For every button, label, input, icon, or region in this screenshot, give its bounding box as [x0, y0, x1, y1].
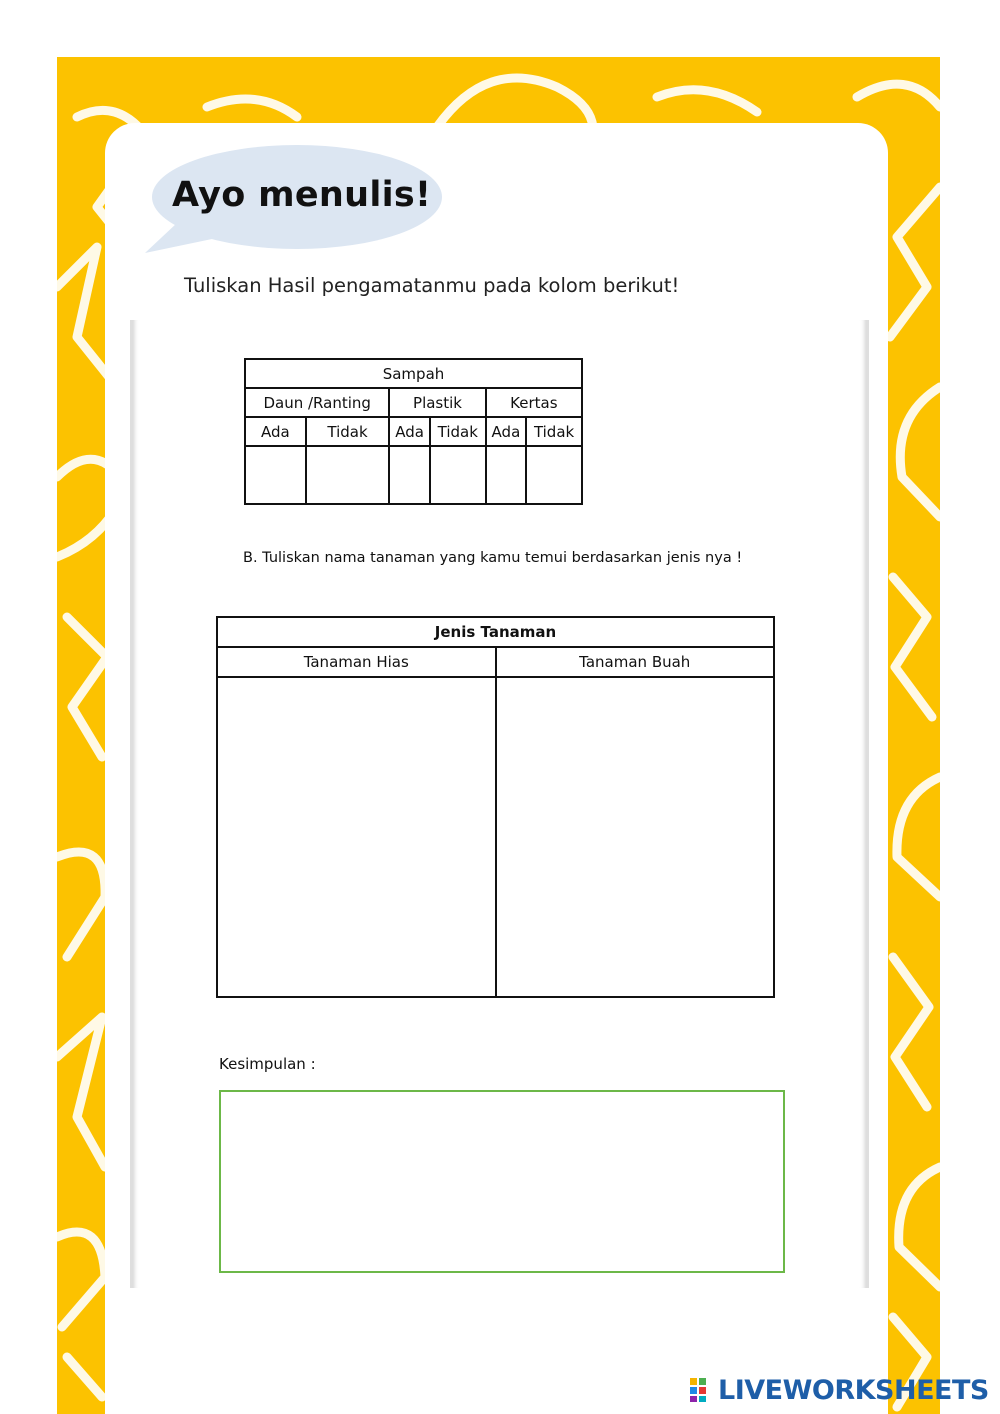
liveworksheets-logo: [690, 1374, 989, 1406]
jenis-tanaman-title: Jenis Tanaman: [217, 617, 774, 647]
sub-header-ada: Ada: [486, 417, 527, 446]
sub-header-tidak: Tidak: [526, 417, 582, 446]
sampah-table-title: Sampah: [245, 359, 582, 388]
sub-header-ada: Ada: [389, 417, 430, 446]
category-daun-ranting: Daun /Ranting: [245, 388, 389, 417]
sub-header-tidak: Tidak: [430, 417, 486, 446]
question-b-text: B. Tuliskan nama tanaman yang kamu temui berdasarkan jenis nya !: [243, 550, 743, 566]
category-plastik: Plastik: [389, 388, 485, 417]
column-tanaman-hias: Tanaman Hias: [217, 647, 496, 677]
tanaman-hias-answer-area[interactable]: [217, 677, 496, 997]
column-tanaman-buah: Tanaman Buah: [496, 647, 775, 677]
answer-cell[interactable]: [430, 446, 486, 504]
answer-cell[interactable]: [486, 446, 527, 504]
jenis-tanaman-table: [216, 616, 775, 998]
answer-cell[interactable]: [526, 446, 582, 504]
conclusion-input[interactable]: [219, 1090, 785, 1273]
sub-header-tidak: Tidak: [306, 417, 390, 446]
sub-header-ada: Ada: [245, 417, 306, 446]
answer-cell[interactable]: [306, 446, 390, 504]
category-kertas: Kertas: [486, 388, 582, 417]
liveworksheets-logo-text: LIVEWORKSHEETS: [718, 1374, 989, 1406]
page-title: Ayo menulis!: [172, 175, 432, 215]
tanaman-buah-answer-area[interactable]: [496, 677, 775, 997]
instruction-text: Tuliskan Hasil pengamatanmu pada kolom berikut!: [184, 274, 680, 297]
answer-cell[interactable]: [389, 446, 430, 504]
conclusion-label: Kesimpulan :: [219, 1055, 316, 1073]
sampah-table: [244, 358, 583, 505]
answer-cell[interactable]: [245, 446, 306, 504]
liveworksheets-logo-icon: [690, 1378, 716, 1402]
